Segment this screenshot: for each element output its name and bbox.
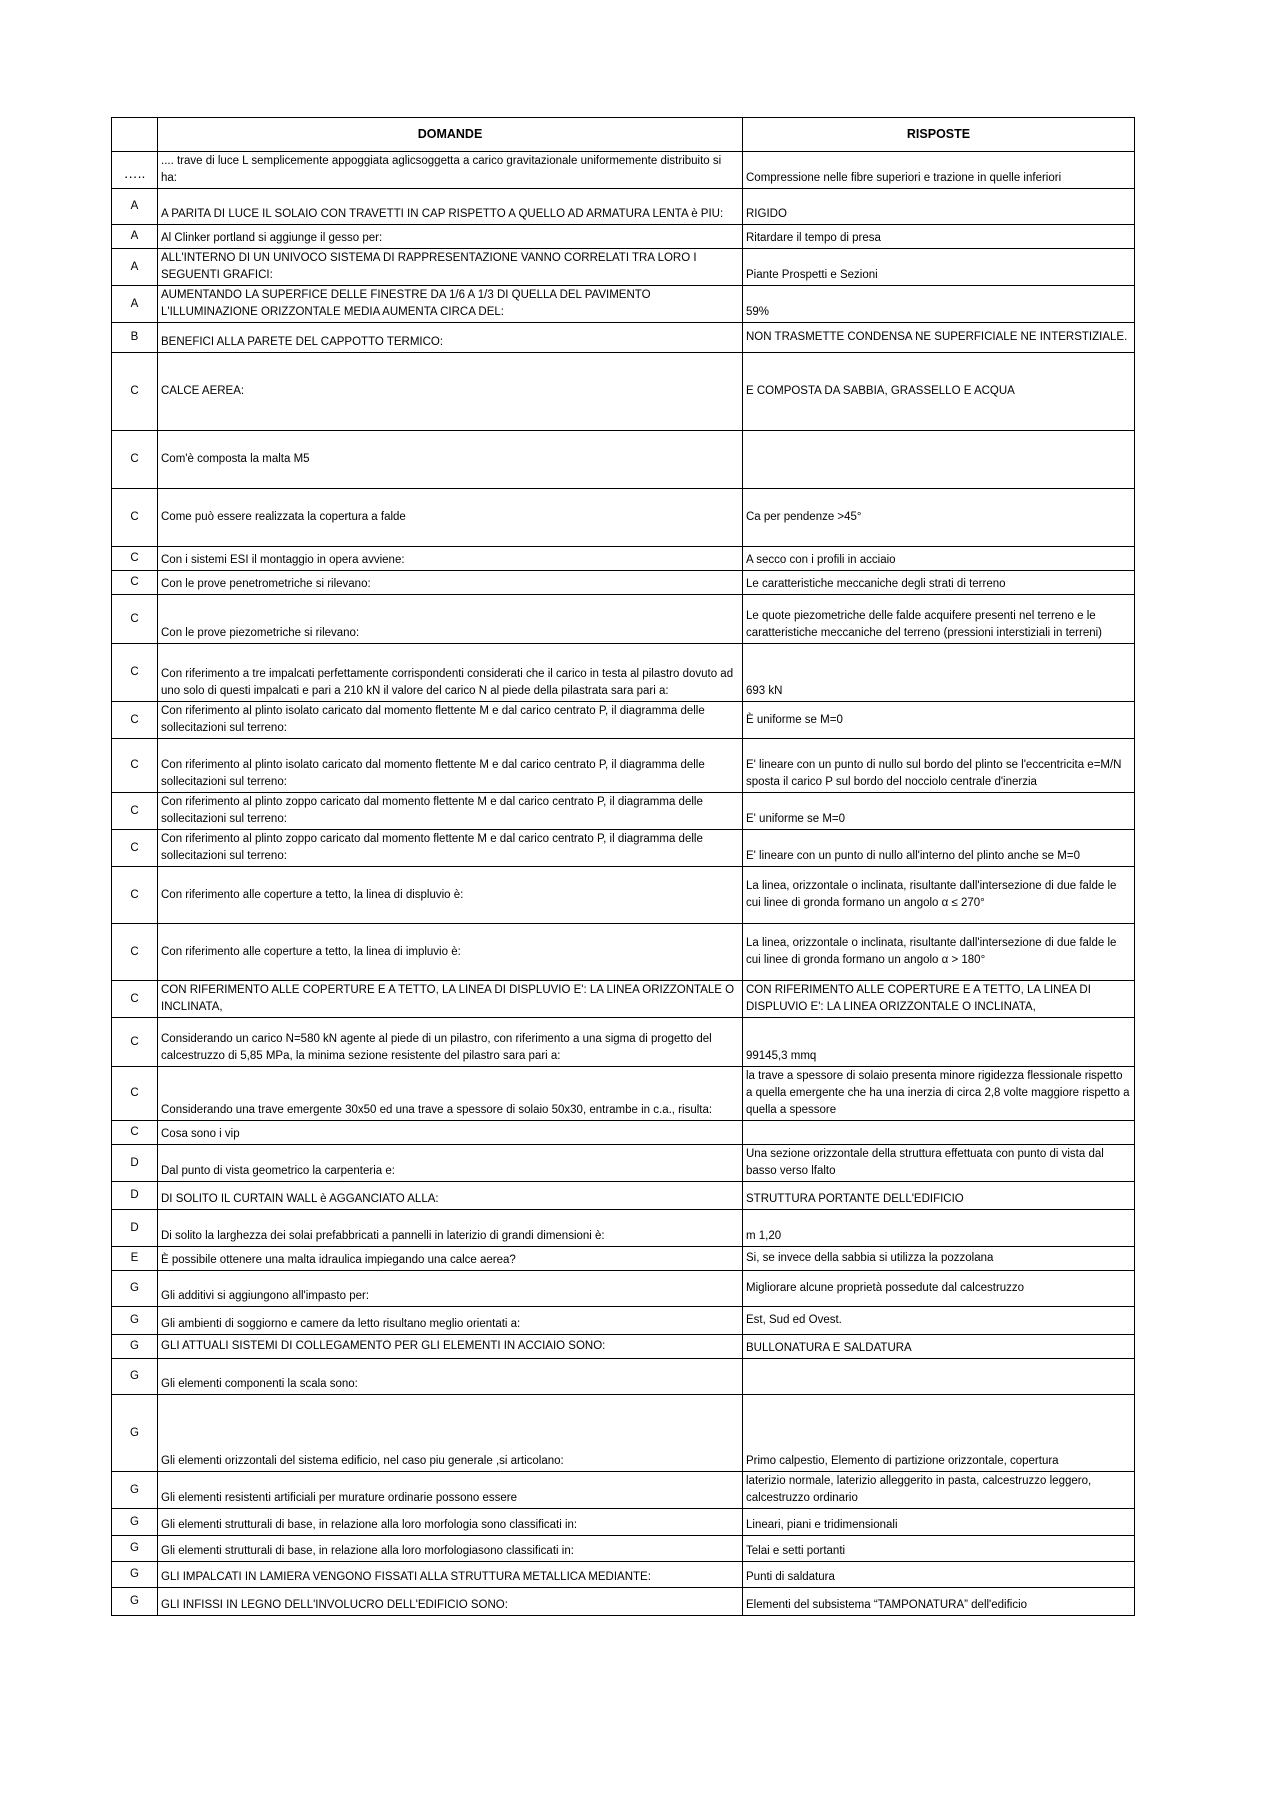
row-letter: G: [112, 1335, 158, 1359]
answer-cell: Compressione nelle fibre superiori e trazione in quelle inferiori: [743, 152, 1135, 189]
question-cell: Com'è composta la malta M5: [158, 431, 743, 489]
question-cell: Gli ambienti di soggiorno e camere da letto risultano meglio orientati a:: [158, 1307, 743, 1335]
row-letter: C: [112, 489, 158, 547]
table-row: [112, 571, 1135, 595]
row-letter: C: [112, 353, 158, 431]
table-row: [112, 353, 1135, 431]
row-letter: A: [112, 225, 158, 249]
answer-cell: Le quote piezometriche delle falde acquifere presenti nel terreno e le caratteristiche meccaniche del terreno (pressioni interstiziali in terreni): [743, 595, 1135, 644]
row-letter: A: [112, 286, 158, 323]
question-cell: CON RIFERIMENTO ALLE COPERTURE E A TETTO, LA LINEA DI DISPLUVIO E': LA LINEA ORIZZONTALE O INCLINATA,: [158, 981, 743, 1018]
row-letter: A: [112, 249, 158, 286]
row-letter: C: [112, 595, 158, 644]
table-row: [112, 1271, 1135, 1307]
row-letter: G: [112, 1395, 158, 1472]
row-letter: G: [112, 1472, 158, 1509]
answer-cell: Ca per pendenze >45°: [743, 489, 1135, 547]
row-letter: C: [112, 431, 158, 489]
answer-cell: Le caratteristiche meccaniche degli strati di terreno: [743, 571, 1135, 595]
answer-cell: CON RIFERIMENTO ALLE COPERTURE E A TETTO, LA LINEA DI DISPLUVIO E': LA LINEA ORIZZONTALE O INCLINATA,: [743, 981, 1135, 1018]
header-row: [112, 118, 1135, 152]
question-cell: Gli elementi orizzontali del sistema edificio, nel caso piu generale ,si articolano:: [158, 1395, 743, 1472]
answer-cell: E COMPOSTA DA SABBIA, GRASSELLO E ACQUA: [743, 353, 1135, 431]
answer-cell: NON TRASMETTE CONDENSA NE SUPERFICIALE NE INTERSTIZIALE.: [743, 323, 1135, 353]
answer-cell: 99145,3 mmq: [743, 1018, 1135, 1067]
answer-cell: 59%: [743, 286, 1135, 323]
row-letter: …..: [112, 152, 158, 189]
table-row: [112, 830, 1135, 867]
table-row: [112, 924, 1135, 981]
answer-cell: Elementi del subsistema “TAMPONATURA” dell'edificio: [743, 1588, 1135, 1616]
question-cell: Con riferimento al plinto zoppo caricato dal momento flettente M e dal carico centrato P, il diagramma delle sollecitazioni sul terreno:: [158, 793, 743, 830]
table-row: [112, 867, 1135, 924]
row-letter: A: [112, 189, 158, 225]
row-letter: C: [112, 571, 158, 595]
answer-cell: Telai e setti portanti: [743, 1536, 1135, 1562]
table-row: [112, 1562, 1135, 1588]
table-row: [112, 1018, 1135, 1067]
table-row: [112, 1335, 1135, 1359]
row-letter: G: [112, 1588, 158, 1616]
question-cell: GLI ATTUALI SISTEMI DI COLLEGAMENTO PER GLI ELEMENTI IN ACCIAIO SONO:: [158, 1335, 743, 1359]
table-row: [112, 431, 1135, 489]
question-cell: Al Clinker portland si aggiunge il gesso per:: [158, 225, 743, 249]
row-letter: C: [112, 547, 158, 571]
question-cell: Con i sistemi ESI il montaggio in opera avviene:: [158, 547, 743, 571]
question-cell: GLI IMPALCATI IN LAMIERA VENGONO FISSATI ALLA STRUTTURA METALLICA MEDIANTE:: [158, 1562, 743, 1588]
question-cell: Con riferimento a tre impalcati perfettamente corrispondenti considerati che il carico in testa al pilastro dovuto ad uno solo di questi impalcati e pari a 210 kN il valore del carico N al piede della pilastrata sara pari a:: [158, 644, 743, 702]
question-cell: Gli elementi componenti la scala sono:: [158, 1359, 743, 1395]
row-letter: C: [112, 739, 158, 793]
question-cell: Come può essere realizzata la copertura a falde: [158, 489, 743, 547]
row-letter: C: [112, 1067, 158, 1121]
question-cell: Considerando un carico N=580 kN agente al piede di un pilastro, con riferimento a una sigma di progetto del calcestruzzo di 5,85 MPa, la minima sezione resistente del pilastro sara pari a:: [158, 1018, 743, 1067]
row-letter: D: [112, 1210, 158, 1247]
question-cell: Di solito la larghezza dei solai prefabbricati a pannelli in laterizio di grandi dimensioni è:: [158, 1210, 743, 1247]
row-letter: G: [112, 1307, 158, 1335]
answer-cell: laterizio normale, laterizio alleggerito in pasta, calcestruzzo leggero, calcestruzzo ordinario: [743, 1472, 1135, 1509]
row-letter: D: [112, 1182, 158, 1210]
row-letter: D: [112, 1145, 158, 1182]
question-cell: ALL'INTERNO DI UN UNIVOCO SISTEMA DI RAPPRESENTAZIONE VANNO CORRELATI TRA LORO I SEGUENTI GRAFICI:: [158, 249, 743, 286]
question-cell: Gli elementi strutturali di base, in relazione alla loro morfologiasono classificati in:: [158, 1536, 743, 1562]
answer-cell: m 1,20: [743, 1210, 1135, 1247]
qa-table: [111, 117, 1135, 1616]
question-cell: CALCE AEREA:: [158, 353, 743, 431]
question-cell: Gli elementi strutturali di base, in relazione alla loro morfologia sono classificati in:: [158, 1509, 743, 1536]
answer-cell: E' lineare con un punto di nullo all'interno del plinto anche se M=0: [743, 830, 1135, 867]
table-row: [112, 1472, 1135, 1509]
row-letter: C: [112, 981, 158, 1018]
question-cell: Gli elementi resistenti artificiali per murature ordinarie possono essere: [158, 1472, 743, 1509]
table-row: [112, 1121, 1135, 1145]
question-cell: DI SOLITO IL CURTAIN WALL è AGGANCIATO ALLA:: [158, 1182, 743, 1210]
row-letter: C: [112, 867, 158, 924]
row-letter: C: [112, 702, 158, 739]
table-row: [112, 739, 1135, 793]
table-row: [112, 981, 1135, 1018]
table-row: [112, 1210, 1135, 1247]
question-cell: È possibile ottenere una malta idraulica impiegando una calce aerea?: [158, 1247, 743, 1271]
table-row: [112, 1247, 1135, 1271]
row-letter: E: [112, 1247, 158, 1271]
answer-cell: 693 kN: [743, 644, 1135, 702]
table-row: [112, 489, 1135, 547]
row-letter: C: [112, 1121, 158, 1145]
answer-cell: [743, 1359, 1135, 1395]
question-cell: Con riferimento alle coperture a tetto, la linea di displuvio è:: [158, 867, 743, 924]
question-cell: Dal punto di vista geometrico la carpenteria e:: [158, 1145, 743, 1182]
answer-cell: A secco con i profili in acciaio: [743, 547, 1135, 571]
table-row: [112, 1359, 1135, 1395]
question-cell: Con riferimento alle coperture a tetto, la linea di impluvio è:: [158, 924, 743, 981]
answer-cell: STRUTTURA PORTANTE DELL'EDIFICIO: [743, 1182, 1135, 1210]
table-row: [112, 1182, 1135, 1210]
answer-cell: [743, 431, 1135, 489]
row-letter: C: [112, 644, 158, 702]
row-letter: C: [112, 1018, 158, 1067]
answer-cell: È uniforme se M=0: [743, 702, 1135, 739]
answer-cell: Punti di saldatura: [743, 1562, 1135, 1588]
table-row: [112, 793, 1135, 830]
row-letter: G: [112, 1536, 158, 1562]
answer-cell: Primo calpestio, Elemento di partizione orizzontale, copertura: [743, 1395, 1135, 1472]
question-cell: Con riferimento al plinto zoppo caricato dal momento flettente M e dal carico centrato P, il diagramma delle sollecitazioni sul terreno:: [158, 830, 743, 867]
table-row: [112, 323, 1135, 353]
answer-cell: E' lineare con un punto di nullo sul bordo del plinto se l'eccentricita e=M/N sposta il carico P sul bordo del nocciolo centrale d'inerzia: [743, 739, 1135, 793]
row-letter: C: [112, 924, 158, 981]
row-letter: C: [112, 830, 158, 867]
answer-cell: Lineari, piani e tridimensionali: [743, 1509, 1135, 1536]
table-row: [112, 286, 1135, 323]
table-row: [112, 1588, 1135, 1616]
question-cell: Con le prove penetrometriche si rilevano:: [158, 571, 743, 595]
answer-cell: RIGIDO: [743, 189, 1135, 225]
answer-cell: la trave a spessore di solaio presenta minore rigidezza flessionale rispetto a quella emergente che ha una inerzia di circa 2,8 volte maggiore rispetto a quella a spessore: [743, 1067, 1135, 1121]
answer-cell: Est, Sud ed Ovest.: [743, 1307, 1135, 1335]
question-cell: Gli additivi si aggiungono all'impasto per:: [158, 1271, 743, 1307]
question-cell: GLI INFISSI IN LEGNO DELL'INVOLUCRO DELL'EDIFICIO SONO:: [158, 1588, 743, 1616]
table-row: [112, 702, 1135, 739]
answer-cell: La linea, orizzontale o inclinata, risultante dall'intersezione di due falde le cui linee di gronda formano un angolo α > 180°: [743, 924, 1135, 981]
table-row: [112, 547, 1135, 571]
answer-cell: Si, se invece della sabbia si utilizza la pozzolana: [743, 1247, 1135, 1271]
row-letter: G: [112, 1271, 158, 1307]
answer-cell: [743, 1121, 1135, 1145]
header-domande: DOMANDE: [158, 118, 743, 152]
table-row: [112, 225, 1135, 249]
answer-cell: E' uniforme se M=0: [743, 793, 1135, 830]
header-risposte: RISPOSTE: [743, 118, 1135, 152]
answer-cell: BULLONATURA E SALDATURA: [743, 1335, 1135, 1359]
row-letter: G: [112, 1509, 158, 1536]
table-row: [112, 595, 1135, 644]
answer-cell: Migliorare alcune proprietà possedute dal calcestruzzo: [743, 1271, 1135, 1307]
answer-cell: Una sezione orizzontale della struttura effettuata con punto di vista dal basso verso lfalto: [743, 1145, 1135, 1182]
table-row: [112, 1395, 1135, 1472]
qa-table-body: [112, 152, 1135, 1616]
row-letter: C: [112, 793, 158, 830]
answer-cell: Ritardare il tempo di presa: [743, 225, 1135, 249]
table-row: [112, 1307, 1135, 1335]
table-row: [112, 644, 1135, 702]
answer-cell: Piante Prospetti e Sezioni: [743, 249, 1135, 286]
table-row: [112, 1509, 1135, 1536]
question-cell: Con riferimento al plinto isolato caricato dal momento flettente M e dal carico centrato P, il diagramma delle sollecitazioni sul terreno:: [158, 739, 743, 793]
question-cell: Considerando una trave emergente 30x50 ed una trave a spessore di solaio 50x30, entrambe in c.a., risulta:: [158, 1067, 743, 1121]
question-cell: Con le prove piezometriche si rilevano:: [158, 595, 743, 644]
table-row: [112, 189, 1135, 225]
question-cell: .... trave di luce L semplicemente appoggiata aglicsoggetta a carico gravitazionale uniformemente distribuito si ha:: [158, 152, 743, 189]
table-row: [112, 152, 1135, 189]
header-letter: [112, 118, 158, 152]
answer-cell: La linea, orizzontale o inclinata, risultante dall'intersezione di due falde le cui linee di gronda formano un angolo α ≤ 270°: [743, 867, 1135, 924]
question-cell: BENEFICI ALLA PARETE DEL CAPPOTTO TERMICO:: [158, 323, 743, 353]
table-row: [112, 249, 1135, 286]
table-row: [112, 1145, 1135, 1182]
row-letter: G: [112, 1359, 158, 1395]
table-row: [112, 1536, 1135, 1562]
row-letter: G: [112, 1562, 158, 1588]
question-cell: AUMENTANDO LA SUPERFICE DELLE FINESTRE DA 1/6 A 1/3 DI QUELLA DEL PAVIMENTO L'ILLUMINAZIONE ORIZZONTALE MEDIA AUMENTA CIRCA DEL:: [158, 286, 743, 323]
question-cell: Con riferimento al plinto isolato caricato dal momento flettente M e dal carico centrato P, il diagramma delle sollecitazioni sul terreno:: [158, 702, 743, 739]
question-cell: A PARITA DI LUCE IL SOLAIO CON TRAVETTI IN CAP RISPETTO A QUELLO AD ARMATURA LENTA è PIU:: [158, 189, 743, 225]
question-cell: Cosa sono i vip: [158, 1121, 743, 1145]
row-letter: B: [112, 323, 158, 353]
table-row: [112, 1067, 1135, 1121]
